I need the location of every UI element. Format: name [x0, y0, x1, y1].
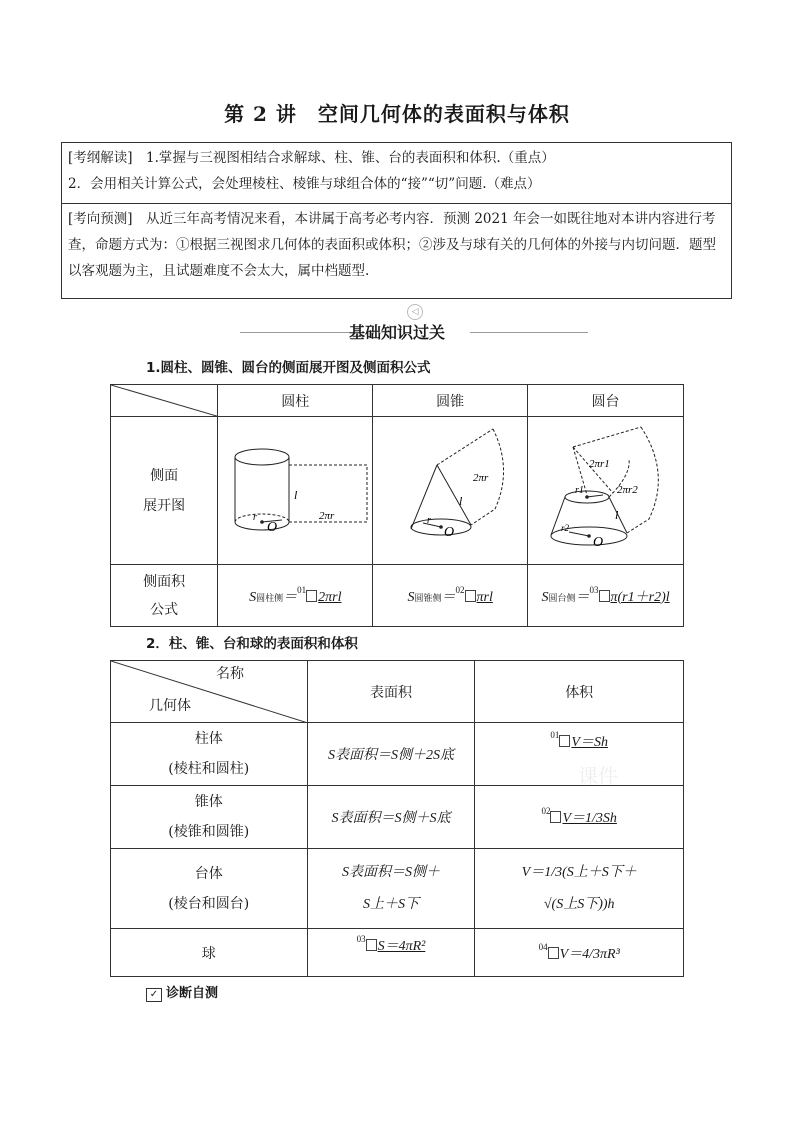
f-cyl-s: S — [249, 589, 257, 605]
row-pyramid — [111, 786, 308, 849]
section-badge-icon: ◁ — [407, 304, 423, 320]
cylinder-unfold-diagram — [220, 419, 370, 559]
volume-frustum — [475, 849, 684, 929]
frustum-figure — [528, 417, 684, 565]
f-cyl-val: 2πrl — [318, 589, 342, 605]
cone-figure — [373, 417, 528, 565]
lateral-area-table — [110, 384, 684, 627]
corner-name: 名称 — [216, 666, 244, 682]
diagnose-label: 诊断自测 — [166, 986, 219, 1001]
row-label-unfold — [111, 417, 218, 565]
pencil-check-icon: ✓ — [146, 988, 162, 1002]
area-volume-table — [110, 660, 684, 977]
page-title: 第 2 讲 空间几何体的表面积与体积 — [224, 102, 570, 126]
f-cone-sub: 圆锥侧 — [414, 592, 442, 603]
vol-frustum-2: √(S上S下))h — [543, 896, 615, 912]
f-cone-val: πrl — [476, 589, 493, 605]
blank-box-icon — [599, 590, 610, 602]
row-prism-desc: (棱柱和圆柱) — [168, 761, 250, 777]
cyl-o-label: O — [267, 519, 278, 535]
row-pyramid-name: 锥体 — [194, 794, 223, 810]
f-cone-num: 02 — [455, 584, 465, 595]
row-frustum — [111, 849, 308, 929]
row-frustum-name: 台体 — [194, 865, 223, 882]
cone-r-label: r — [427, 514, 432, 526]
blank-box-icon — [559, 735, 570, 747]
area-sphere — [307, 929, 475, 977]
table1-corner — [111, 385, 218, 417]
area-sphere-val: S＝4πR² — [377, 939, 426, 954]
forecast-text: [考向预测] 从近三年高考情况来看，本讲属于高考必考内容．预测 2021 年会一如既往地对本讲内容进行考查，命题方式为：①根据三视图求几何体的表面积或体积；②涉及与球有关的几何体的外接与内切问题．题型以客观题为主，且试题难度不会太大，属中档题型. — [68, 211, 716, 279]
area-sphere-num: 03 — [356, 934, 366, 944]
subheading-1: 1.圆柱、圆锥、圆台的侧面展开图及侧面积公式 — [146, 360, 431, 376]
cone-o-label: O — [444, 524, 455, 540]
frustum-arc1-label: 2πr1 — [588, 457, 610, 470]
watermark: 课件 — [578, 764, 618, 788]
volume-sphere — [475, 929, 684, 977]
syllabus-box — [61, 142, 732, 204]
header-cylinder: 圆柱 — [218, 385, 373, 417]
vol-pyramid-num: 02 — [541, 806, 551, 816]
frustum-r2-label: r2 — [560, 522, 569, 533]
vol-frustum-1: V＝1/3(S上＋S下＋ — [521, 864, 637, 880]
row-label-formula-2: 公式 — [150, 601, 179, 618]
row-frustum-desc: (棱台和圆台) — [168, 895, 250, 912]
row-label-unfold-2: 展开图 — [143, 497, 186, 514]
cone-l-label: l — [459, 493, 463, 508]
section-heading — [0, 307, 794, 346]
volume-pyramid — [475, 786, 684, 849]
header-area: 表面积 — [307, 661, 475, 723]
f-cyl-eq: ＝ — [283, 589, 298, 605]
cone-arc-label: 2πr — [473, 471, 489, 484]
f-frustum-sub: 圆台侧 — [548, 592, 576, 603]
frustum-r1-label: r1 — [574, 484, 584, 496]
row-sphere — [111, 929, 308, 977]
formula-cone — [373, 565, 528, 627]
vol-prism-val: V＝Sh — [571, 735, 608, 750]
area-frustum-2: S上＋S下 — [362, 896, 419, 912]
area-prism: S表面积＝S侧＋2S底 — [307, 723, 475, 786]
row-prism-name: 柱体 — [194, 731, 223, 747]
vol-pyramid-val: V＝1/3Sh — [562, 811, 617, 826]
row-prism — [111, 723, 308, 786]
cyl-l-label: l — [294, 487, 298, 502]
area-frustum — [307, 849, 475, 929]
frustum-arc2-label: 2πr2 — [616, 483, 638, 496]
f-frustum-eq: ＝ — [575, 589, 590, 605]
frustum-unfold-diagram — [531, 419, 681, 559]
frustum-o-label: O — [592, 534, 603, 550]
vol-sphere-num: 04 — [538, 941, 548, 952]
area-pyramid: S表面积＝S侧＋S底 — [307, 786, 475, 849]
f-cyl-sub: 圆柱侧 — [256, 592, 284, 603]
f-cone-s: S — [407, 589, 415, 605]
forecast-box — [61, 203, 732, 299]
f-cyl-num: 01 — [297, 584, 307, 595]
area-frustum-1: S表面积＝S侧＋ — [341, 864, 440, 880]
header-volume: 体积 — [475, 661, 684, 723]
syllabus-line-1: [考纲解读] 1.掌握与三视图相结合求解球、柱、锥、台的表面积和体积.（重点） — [68, 150, 555, 166]
syllabus-line-2: 2．会用相关计算公式，会处理棱柱、棱锥与球组合体的“接”“切”问题.（难点） — [68, 176, 541, 192]
formula-frustum — [528, 565, 684, 627]
row-pyramid-desc: (棱锥和圆锥) — [168, 824, 250, 840]
header-frustum: 圆台 — [528, 385, 684, 417]
cylinder-figure — [218, 417, 373, 565]
cyl-arc-label: 2πr — [319, 509, 335, 522]
table2-corner — [111, 661, 308, 723]
frustum-l-label: l — [614, 507, 618, 522]
row-label-formula-1: 侧面积 — [143, 573, 186, 590]
cone-unfold-diagram — [375, 419, 525, 559]
corner-solid: 几何体 — [149, 698, 191, 714]
f-frustum-val: π(r1＋r2)l — [610, 589, 670, 605]
row-label-formula — [111, 565, 218, 627]
blank-box-icon — [550, 811, 561, 823]
cyl-r-label: r — [253, 511, 258, 523]
header-cone: 圆锥 — [373, 385, 528, 417]
vol-sphere-val: V＝4/3πR³ — [559, 946, 620, 962]
blank-box-icon — [548, 947, 559, 959]
blank-box-icon — [465, 590, 476, 602]
row-label-unfold-1: 侧面 — [150, 467, 179, 484]
subheading-2: 2．柱、锥、台和球的表面积和体积 — [146, 636, 358, 652]
f-cone-eq: ＝ — [441, 589, 456, 605]
formula-cylinder — [218, 565, 373, 627]
blank-box-icon — [306, 590, 317, 602]
diagnose-heading — [146, 982, 218, 1002]
section-label: 基础知识过关 — [348, 323, 445, 342]
row-sphere-name: 球 — [201, 945, 216, 962]
vol-prism-num: 01 — [550, 730, 560, 740]
blank-box-icon — [366, 939, 377, 951]
f-frustum-num: 03 — [589, 584, 599, 595]
f-frustum-s: S — [541, 589, 549, 605]
